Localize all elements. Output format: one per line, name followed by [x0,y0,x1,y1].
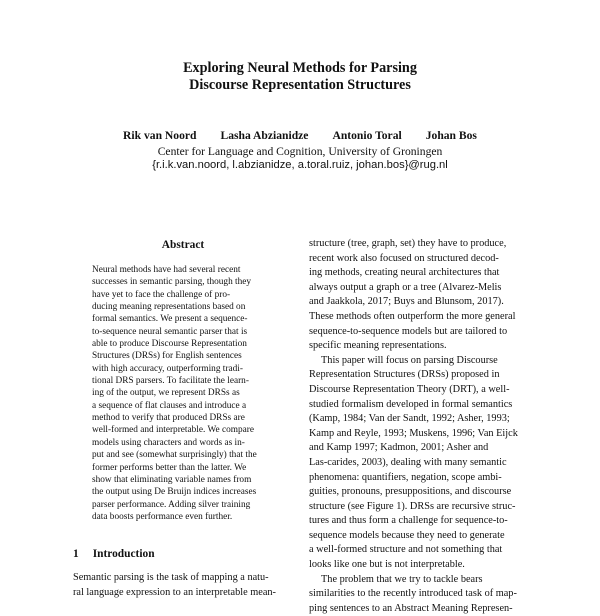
body-line: Semantic parsing is the task of mapping a natu- [73,572,269,583]
author-name: Antonio Toral [332,129,402,142]
paper-title [0,60,600,94]
abstract-line: show that eliminating variable names from [92,474,252,485]
paragraph-start-line: The problem that we try to tackle bears [321,573,483,585]
body-line: sequence-to-sequence models but are tailored to [309,325,508,337]
body-line: Las-carides, 2003), dealing with many semantic [309,456,507,468]
body-line: specific meaning representations. [309,340,447,352]
abstract-line: able to produce Discourse Representation [92,339,247,350]
body-line: and Jaakkola, 2017; Buys and Blunsom, 2017). [309,296,504,308]
abstract-line: formal semantics. We present a sequence- [92,314,248,325]
abstract-line: put and see (somewhat surprisingly) that the [92,450,257,461]
author-name: Lasha Abzianidze [220,129,309,142]
abstract-line: well-formed and interpretable. We compare [92,425,254,436]
abstract-line: data boosts performance even further. [92,511,233,522]
body-line: Kamp and Reyle, 1993; Muskens, 1996; Van Eijck [309,427,518,439]
body-line: Representation Structures (DRSs) proposed in [309,369,500,381]
body-line: similarities to the recently introduced task of map- [309,588,517,600]
abstract-line: method to verify that produced DRSs are [92,413,245,424]
abstract-line: ducing meaning representations based on [92,302,246,313]
body-line: ral language expression to an interpretable mean- [73,586,276,598]
section-heading-introduction [73,547,155,561]
body-line: Discourse Representation Theory (DRT), a well- [309,383,510,395]
affiliation: Center for Language and Cognition, University of Groningen [157,145,443,158]
abstract-line: a sequence of flat clauses and introduce a [92,400,247,411]
abstract-line: tional DRS parsers. To facilitate the learn- [92,376,249,387]
body-line: studied formalism developed in formal semantics [309,398,513,410]
body-line: recent work also focused on structured decod- [309,252,499,264]
body-line: sequence models because they need to generate [309,529,505,541]
author-name: Johan Bos [425,129,477,142]
abstract-line: Neural methods have had several recent [92,265,241,275]
body-line: a well-formed structure and not something that [309,544,503,556]
abstract-line: successes in semantic parsing, though they [92,277,252,288]
right-column-body [309,237,531,616]
abstract-heading: Abstract [161,239,205,251]
author-emails: {r.i.k.van.noord, l.abzianidze, a.toral.ruiz, johan.bos}@rug.nl [152,159,448,171]
title-line-1: Exploring Neural Methods for Parsing [183,60,417,76]
abstract-line: the output using De Bruijn indices increases [92,487,257,498]
body-line: guities, pronouns, presuppositions, and discourse [309,486,512,498]
abstract-line: Structures (DRSs) for English sentences [92,351,242,362]
abstract-body [92,264,276,523]
title-line-2: Discourse Representation Structures [189,77,411,93]
body-line: structure (tree, graph, set) they have to produce, [309,238,507,249]
body-line: (Kamp, 1984; Van der Sandt, 1992; Asher, 1993; [309,413,510,425]
abstract-line: models using characters and words as in- [92,437,245,448]
introduction-body [73,571,293,600]
paragraph-start-line: This paper will focus on parsing Discourse [321,354,498,366]
body-line: ping sentences to an Abstract Meaning Represen- [309,602,513,614]
abstract-line: with high accuracy, outperforming tradi- [92,363,243,374]
body-line: ing methods, creating neural architectures that [309,267,500,279]
body-line: phenomena: quantifiers, negation, scope ambi- [309,471,502,483]
abstract-line: ing of the output, we represent DRSs as [92,388,240,399]
body-line: always output a graph or a tree (Alvarez-Melis [309,281,502,293]
body-line: These methods often outperform the more general [309,310,516,322]
body-line: tures and thus form a challenge for sequence-to- [309,515,508,527]
section-number: 1 [73,548,79,560]
author-list [0,128,600,143]
body-line: structure (see Figure 1). DRSs are recursive struc- [309,500,516,512]
section-title: Introduction [92,548,155,560]
body-line: and Kamp 1997; Kadmon, 2001; Asher and [309,442,489,454]
abstract-line: former performs better than the latter. We [92,462,247,473]
abstract-line: parser performance. Adding silver training [92,499,251,510]
abstract-line: to-sequence neural semantic parser that is [92,326,248,337]
author-name: Rik van Noord [123,129,197,142]
abstract-line: have yet to face the challenge of pro- [92,289,231,300]
body-line: looks like one but is not interpretable. [309,559,465,571]
